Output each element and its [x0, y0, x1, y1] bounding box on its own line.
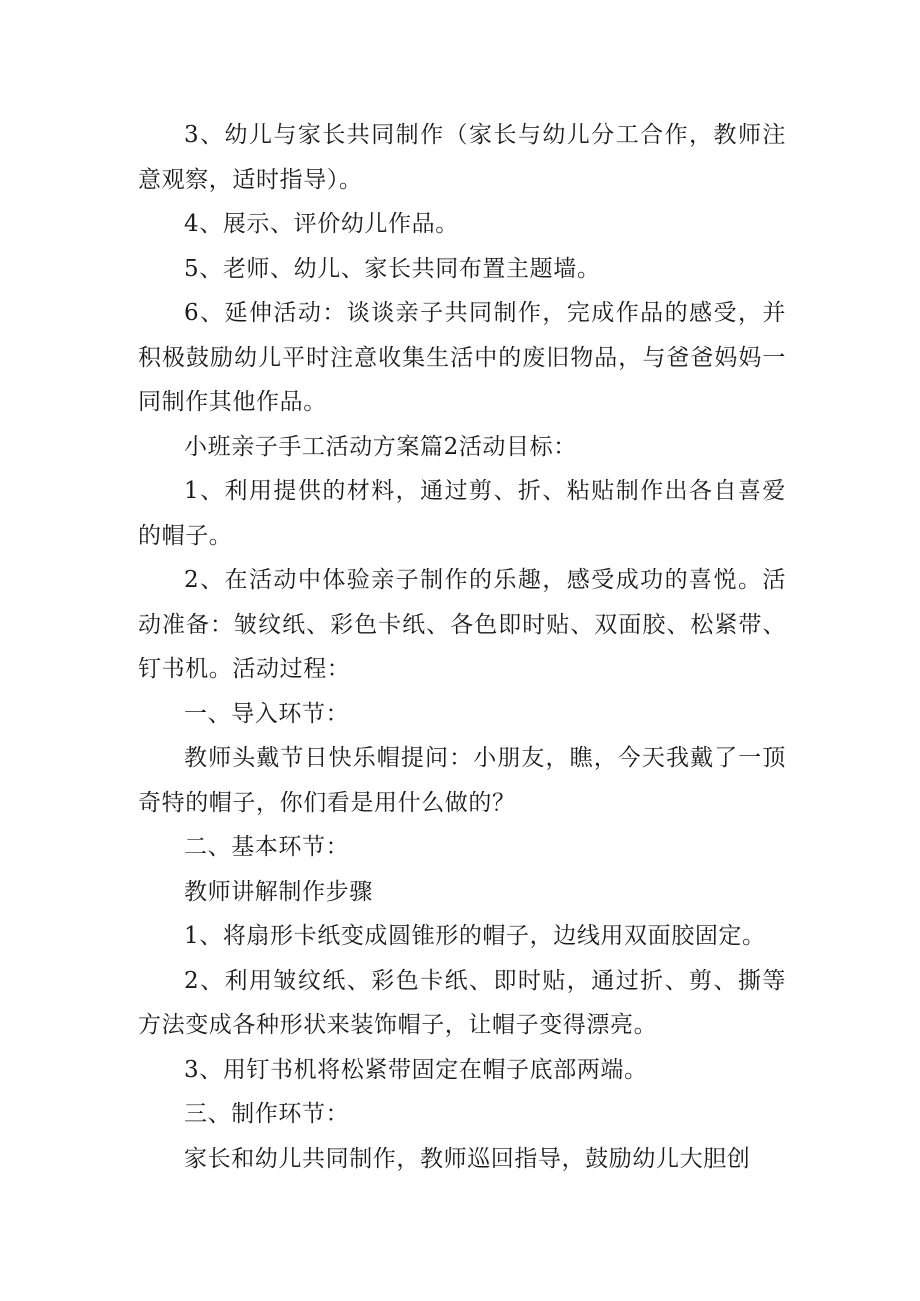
subsection-heading: 二、基本环节： — [184, 834, 350, 860]
document-body — [138, 113, 786, 1181]
paragraph: 2、在活动中体验亲子制作的乐趣，感受成功的喜悦。活动准备：皱纹纸、彩色卡纸、各色即时贴、双面胶、松紧带、钉书机。活动过程： — [138, 567, 786, 682]
paragraph: 教师讲解制作步骤 — [184, 878, 373, 905]
paragraph: 4、展示、评价幼儿作品。 — [184, 211, 459, 237]
paragraph: 3、幼儿与家长共同制作（家长与幼儿分工合作，教师注意观察，适时指导）。 — [138, 122, 786, 193]
paragraph: 教师头戴节日快乐帽提问：小朋友，瞧，今天我戴了一顶奇特的帽子，你们看是用什么做的？ — [138, 745, 786, 816]
paragraph: 6、延伸活动：谈谈亲子共同制作，完成作品的感受，并积极鼓励幼儿平时注意收集生活中的废旧物品，与爸爸妈妈一同制作其他作品。 — [138, 300, 786, 415]
paragraph: 5、老师、幼儿、家长共同布置主题墙。 — [184, 255, 601, 282]
paragraph: 1、将扇形卡纸变成圆锥形的帽子，边线用双面胶固定。 — [184, 923, 766, 949]
paragraph: 1、利用提供的材料，通过剪、折、粘贴制作出各自喜爱的帽子。 — [138, 478, 786, 549]
subsection-heading: 三、制作环节： — [184, 1101, 350, 1127]
section-heading: 小班亲子手工活动方案篇2活动目标： — [184, 433, 577, 460]
subsection-heading: 一、导入环节： — [184, 700, 350, 727]
paragraph: 3、用钉书机将松紧带固定在帽子底部两端。 — [184, 1056, 648, 1083]
paragraph: 家长和幼儿共同制作，教师巡回指导，鼓励幼儿大胆创 — [184, 1145, 751, 1172]
paragraph: 2、利用皱纹纸、彩色卡纸、即时贴，通过折、剪、撕等方法变成各种形状来装饰帽子，让帽子变得漂亮。 — [138, 967, 786, 1038]
